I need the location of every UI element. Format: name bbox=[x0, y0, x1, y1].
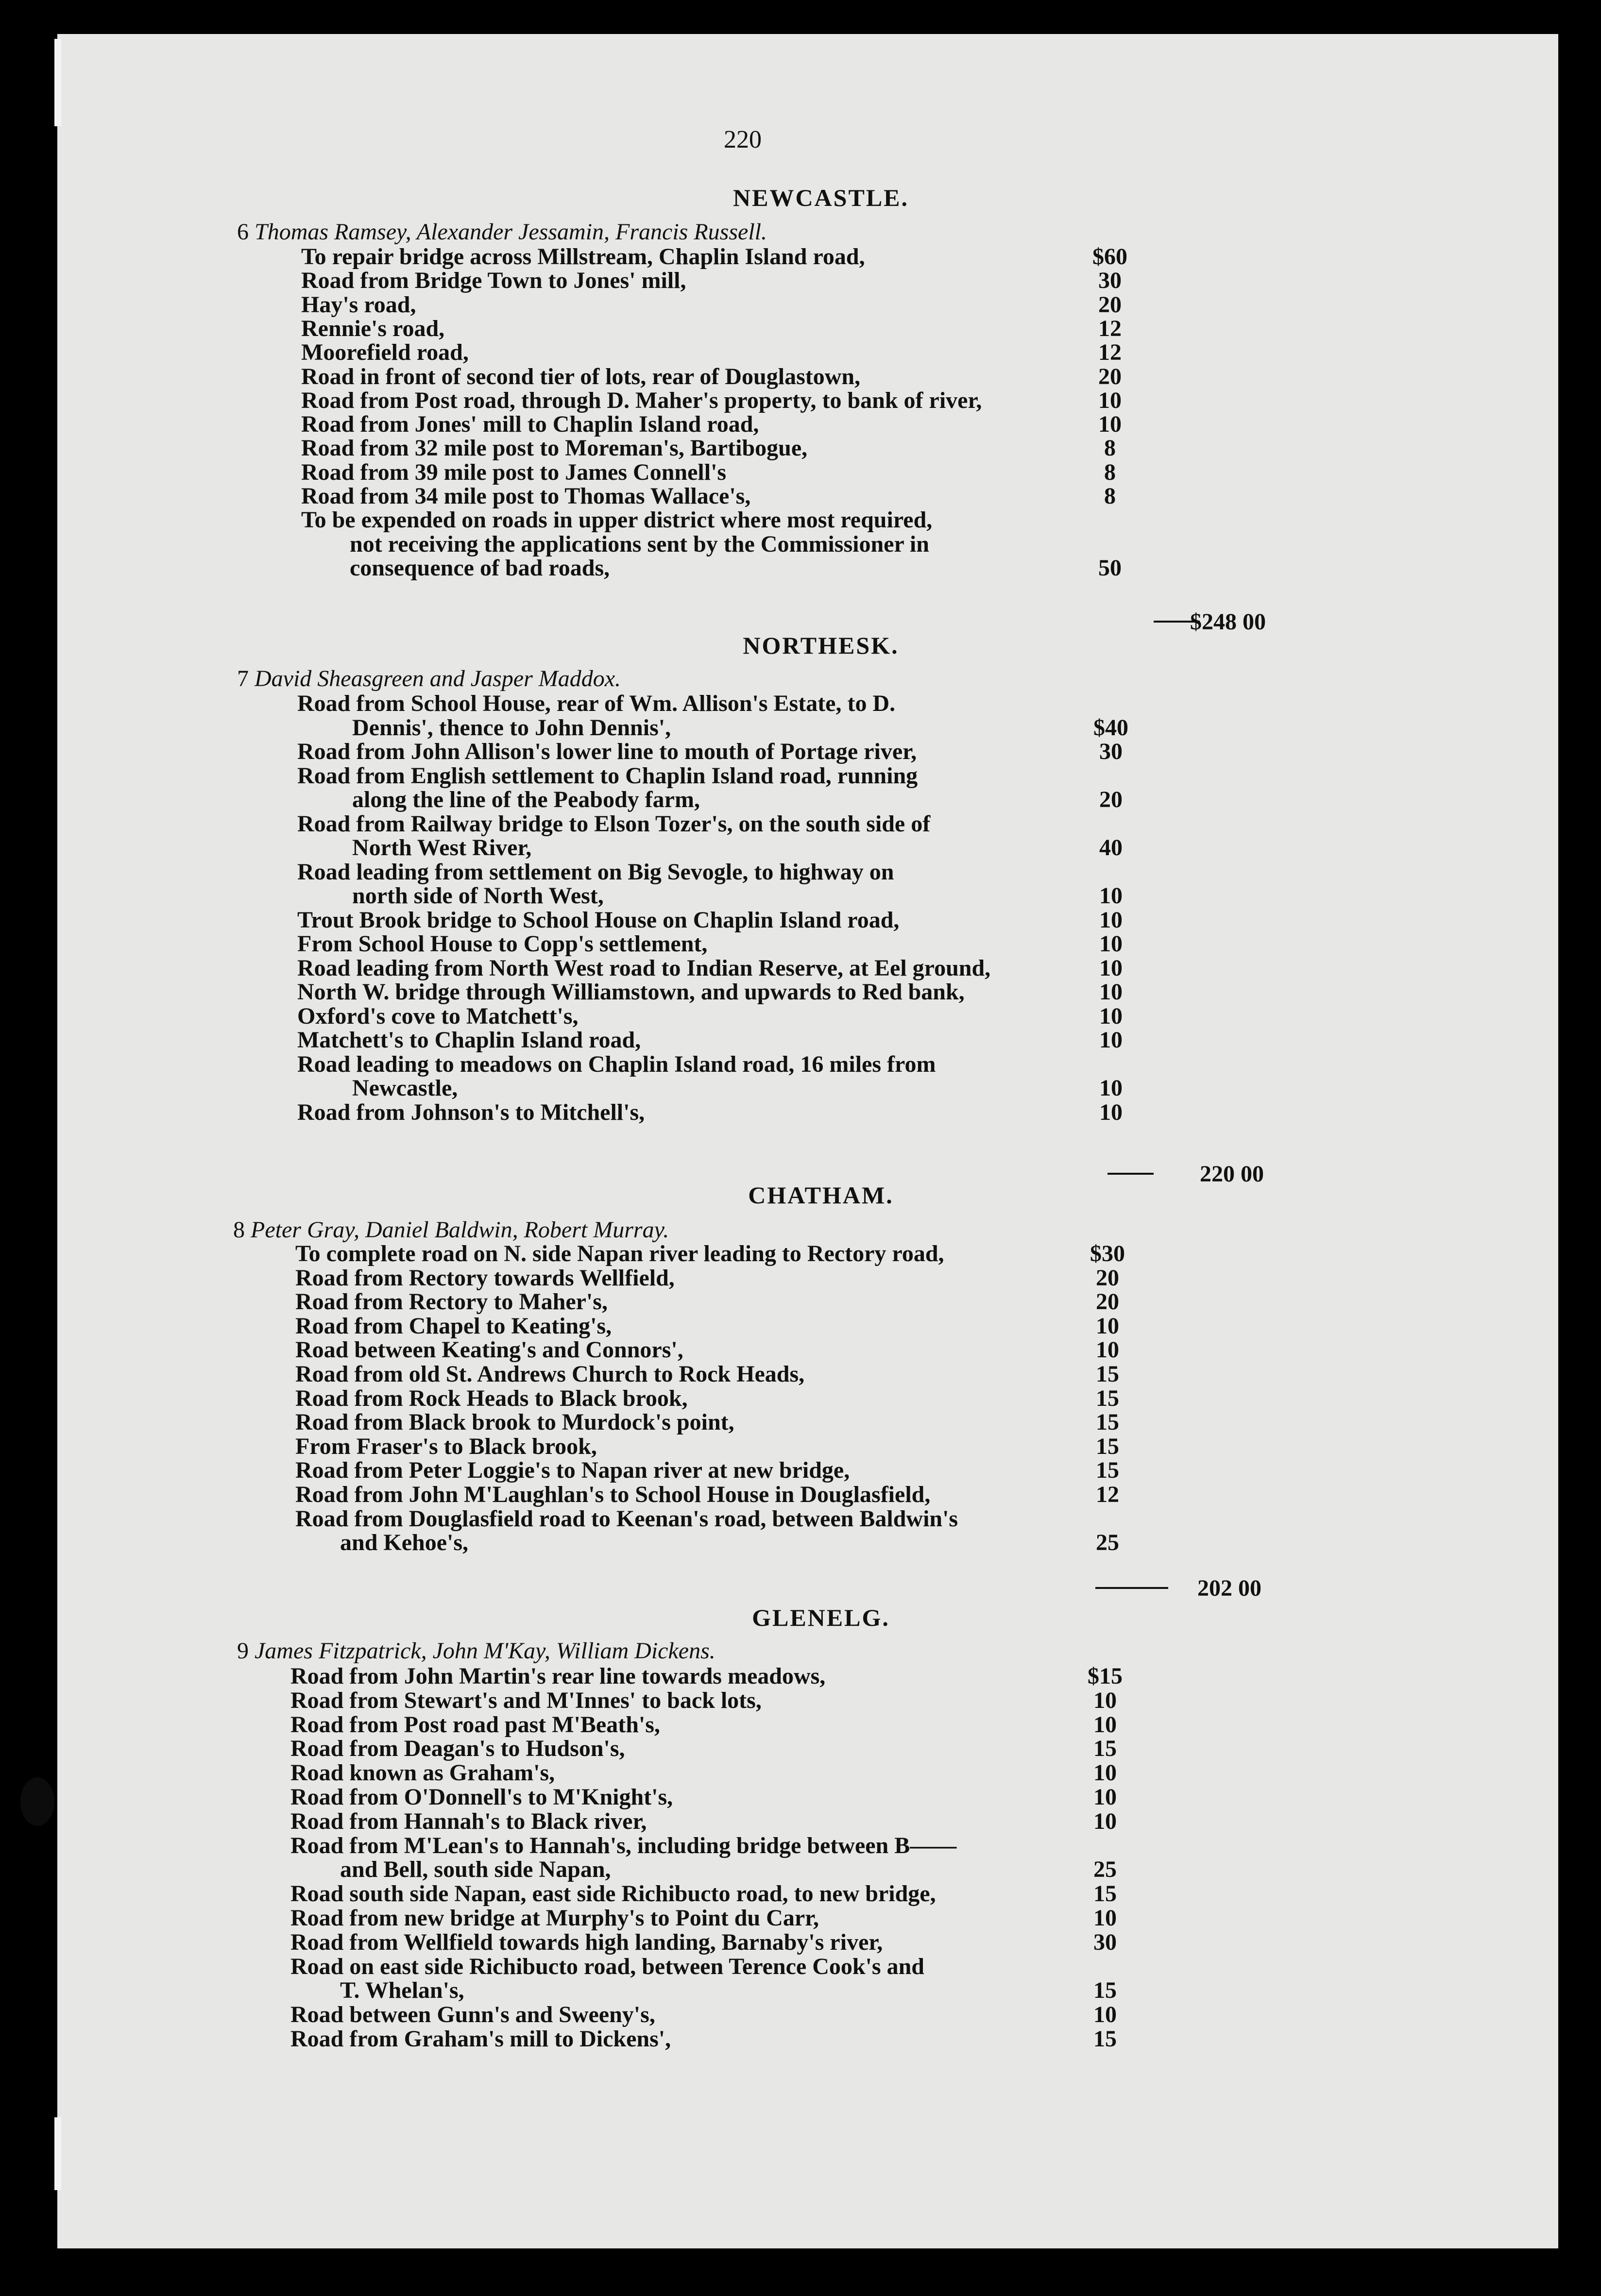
road-item-amount: 12 bbox=[1098, 315, 1122, 341]
road-item-amount: 20 bbox=[1099, 787, 1123, 812]
road-item-text: North West River, bbox=[352, 835, 532, 861]
road-item-amount: 10 bbox=[1099, 1027, 1123, 1053]
road-item-text: North W. bridge through Williamstown, and upwards to Red bank, bbox=[297, 979, 965, 1005]
road-item-amount: 10 bbox=[1098, 411, 1122, 438]
road-item-text: Road from Rectory to Maher's, bbox=[295, 1289, 608, 1315]
road-item-amount: 15 bbox=[1096, 1409, 1119, 1435]
commissioners-line bbox=[233, 1216, 669, 1243]
section-heading: GLENELG. bbox=[752, 1604, 890, 1631]
road-item-text: Road known as Graham's, bbox=[290, 1760, 555, 1786]
road-item-text: Road from 32 mile post to Moreman's, Bartibogue, bbox=[301, 435, 808, 461]
road-item-text: Road between Gunn's and Sweeny's, bbox=[290, 2002, 655, 2028]
road-item-amount: 15 bbox=[1096, 1361, 1119, 1387]
road-item-text: Road from Black brook to Murdock's point, bbox=[295, 1409, 734, 1435]
section-heading: NEWCASTLE. bbox=[732, 184, 909, 211]
road-item-text: Road from John Martin's rear line towards meadows, bbox=[290, 1663, 826, 1689]
road-item-text: Road from John M'Laughlan's to School House in Douglasfield, bbox=[295, 1482, 931, 1507]
road-item-text: Trout Brook bridge to School House on Chaplin Island road, bbox=[297, 907, 900, 933]
road-item-text: Road from Douglasfield road to Keenan's road, between Baldwin's bbox=[295, 1505, 958, 1532]
road-item-amount: 8 bbox=[1104, 435, 1116, 461]
road-item-text: Matchett's to Chaplin Island road, bbox=[297, 1027, 641, 1053]
road-item-amount: $30 bbox=[1090, 1241, 1125, 1266]
district-number: 6 bbox=[237, 219, 249, 245]
road-item-amount: 15 bbox=[1093, 1977, 1117, 2004]
road-item-amount: 10 bbox=[1099, 979, 1123, 1005]
commissioners-line bbox=[237, 219, 767, 245]
road-item-amount: 15 bbox=[1093, 1736, 1117, 1762]
road-item-amount: 10 bbox=[1099, 1003, 1123, 1029]
road-item-amount: 20 bbox=[1096, 1289, 1119, 1315]
road-item-amount: $40 bbox=[1093, 714, 1128, 741]
road-item-amount: 12 bbox=[1096, 1482, 1119, 1507]
road-item-text: Road from John Allison's lower line to mouth of Portage river, bbox=[297, 739, 917, 764]
road-item-text: Newcastle, bbox=[352, 1075, 458, 1101]
road-item-amount: 10 bbox=[1099, 1075, 1123, 1101]
road-item-amount: 25 bbox=[1093, 1857, 1117, 1883]
page-number: 220 bbox=[724, 126, 762, 153]
commissioners-line bbox=[237, 1638, 715, 1664]
section-heading: CHATHAM. bbox=[748, 1182, 894, 1209]
road-item-text: To be expended on roads in upper district where most required, bbox=[301, 507, 933, 533]
commissioner-names: James Fitzpatrick, John M'Kay, William Dickens. bbox=[255, 1638, 715, 1664]
road-item-text: Road from Post road, through D. Maher's property, to bank of river, bbox=[301, 387, 982, 413]
road-item-text: not receiving the applications sent by the Commissioner in bbox=[350, 531, 929, 557]
commissioner-names: Peter Gray, Daniel Baldwin, Robert Murray. bbox=[251, 1217, 669, 1243]
section-total: 220 00 bbox=[1200, 1161, 1264, 1187]
road-item-text: T. Whelan's, bbox=[340, 1977, 464, 2004]
road-item-text: Road leading from North West road to Indian Reserve, at Eel ground, bbox=[297, 955, 991, 981]
road-item-text: north side of North West, bbox=[352, 883, 604, 909]
road-item-text: To repair bridge across Millstream, Chaplin Island road, bbox=[301, 244, 865, 270]
road-item-text: Road from Post road past M'Beath's, bbox=[290, 1711, 660, 1738]
road-item-amount: 10 bbox=[1093, 1808, 1117, 1834]
section-total: 202 00 bbox=[1197, 1575, 1261, 1601]
road-item-amount: 12 bbox=[1098, 339, 1122, 366]
road-item-amount: 20 bbox=[1098, 363, 1122, 389]
road-item-amount: 15 bbox=[1093, 2026, 1117, 2052]
road-item-amount: 20 bbox=[1098, 291, 1122, 318]
commissioner-names: David Sheasgreen and Jasper Maddox. bbox=[255, 666, 621, 692]
total-rule bbox=[1107, 1173, 1154, 1175]
road-item-amount: 10 bbox=[1096, 1313, 1119, 1339]
road-item-amount: 10 bbox=[1093, 1905, 1117, 1931]
road-item-amount: 10 bbox=[1099, 955, 1123, 981]
road-item-text: Road from Johnson's to Mitchell's, bbox=[297, 1099, 645, 1125]
road-item-text: Road from 34 mile post to Thomas Wallace's, bbox=[301, 483, 751, 509]
road-item-text: Dennis', thence to John Dennis', bbox=[352, 714, 671, 741]
road-item-amount: 8 bbox=[1104, 459, 1116, 485]
road-item-text: Road from Railway bridge to Elson Tozer's, on the south side of bbox=[297, 810, 931, 837]
commissioners-line bbox=[237, 665, 621, 692]
road-item-amount: 20 bbox=[1096, 1265, 1119, 1291]
road-item-amount: 15 bbox=[1096, 1457, 1119, 1484]
road-item-amount: 15 bbox=[1096, 1433, 1119, 1459]
road-item-text: Hay's road, bbox=[301, 291, 416, 318]
road-item-text: and Bell, south side Napan, bbox=[340, 1857, 611, 1883]
road-item-text: Road from Peter Loggie's to Napan river at new bridge, bbox=[295, 1457, 850, 1484]
road-item-amount: $60 bbox=[1092, 244, 1127, 270]
road-item-amount: 40 bbox=[1099, 835, 1123, 861]
road-item-text: along the line of the Peabody farm, bbox=[352, 787, 700, 812]
road-item-text: Moorefield road, bbox=[301, 339, 469, 366]
road-item-text: Road from Deagan's to Hudson's, bbox=[290, 1736, 625, 1762]
district-number: 7 bbox=[237, 666, 249, 692]
section-heading: NORTHESK. bbox=[743, 632, 899, 659]
road-item-text: Road leading from settlement on Big Sevogle, to highway on bbox=[297, 859, 894, 885]
road-item-amount: 50 bbox=[1098, 555, 1122, 581]
road-item-amount: 25 bbox=[1096, 1530, 1119, 1556]
road-item-text: consequence of bad roads, bbox=[350, 555, 610, 581]
road-item-text: and Kehoe's, bbox=[340, 1530, 469, 1556]
district-number: 9 bbox=[237, 1638, 249, 1664]
road-item-text: Road from Jones' mill to Chaplin Island road, bbox=[301, 411, 759, 438]
road-item-text: Oxford's cove to Matchett's, bbox=[297, 1003, 579, 1029]
commissioner-names: Thomas Ramsey, Alexander Jessamin, Francis Russell. bbox=[255, 219, 767, 245]
road-item-text: Road from 39 mile post to James Connell's bbox=[301, 459, 727, 485]
road-item-amount: 10 bbox=[1099, 883, 1123, 909]
road-item-text: Road from Wellfield towards high landing, Barnaby's river, bbox=[290, 1929, 883, 1955]
road-item-text: Road from M'Lean's to Hannah's, including bridge between B—— bbox=[290, 1832, 957, 1858]
road-item-text: Road from Rectory towards Wellfield, bbox=[295, 1265, 675, 1291]
road-item-text: Road from O'Donnell's to M'Knight's, bbox=[290, 1784, 673, 1810]
road-item-text: To complete road on N. side Napan river leading to Rectory road, bbox=[295, 1241, 944, 1266]
road-item-text: Road from new bridge at Murphy's to Point du Carr, bbox=[290, 1905, 819, 1931]
road-item-text: Road from Bridge Town to Jones' mill, bbox=[301, 268, 686, 294]
road-item-text: Road south side Napan, east side Richibucto road, to new bridge, bbox=[290, 1881, 936, 1907]
road-item-text: From School House to Copp's settlement, bbox=[297, 931, 708, 957]
road-item-amount: 15 bbox=[1093, 1881, 1117, 1907]
road-item-text: Road between Keating's and Connors', bbox=[295, 1337, 683, 1363]
road-item-text: Road on east side Richibucto road, between Terence Cook's and bbox=[290, 1953, 924, 1979]
road-item-text: Road from Chapel to Keating's, bbox=[295, 1313, 612, 1339]
road-item-amount: 10 bbox=[1093, 1687, 1117, 1713]
road-item-text: From Fraser's to Black brook, bbox=[295, 1433, 597, 1459]
road-item-amount: 10 bbox=[1099, 931, 1123, 957]
road-item-amount: 10 bbox=[1093, 2002, 1117, 2028]
road-item-text: Road in front of second tier of lots, rear of Douglastown, bbox=[301, 363, 861, 389]
road-item-text: Road from School House, rear of Wm. Allison's Estate, to D. bbox=[297, 691, 896, 716]
district-number: 8 bbox=[233, 1217, 245, 1243]
road-item-amount: 30 bbox=[1098, 268, 1122, 294]
road-item-amount: 10 bbox=[1093, 1760, 1117, 1786]
road-item-amount: 10 bbox=[1099, 1099, 1123, 1125]
road-item-text: Road from old St. Andrews Church to Rock Heads, bbox=[295, 1361, 805, 1387]
road-item-amount: 10 bbox=[1098, 387, 1122, 413]
total-rule bbox=[1095, 1587, 1168, 1589]
road-item-text: Road from Rock Heads to Black brook, bbox=[295, 1385, 688, 1411]
road-item-amount: 30 bbox=[1093, 1929, 1117, 1955]
section-total: $248 00 bbox=[1190, 609, 1266, 635]
road-item-amount: $15 bbox=[1088, 1663, 1123, 1689]
road-item-amount: 8 bbox=[1104, 483, 1116, 509]
road-item-amount: 10 bbox=[1093, 1784, 1117, 1810]
road-item-text: Road from Stewart's and M'Innes' to back lots, bbox=[290, 1687, 762, 1713]
road-item-amount: 15 bbox=[1096, 1385, 1119, 1411]
road-item-amount: 10 bbox=[1099, 907, 1123, 933]
road-item-amount: 10 bbox=[1093, 1711, 1117, 1738]
road-item-text: Road from Hannah's to Black river, bbox=[290, 1808, 647, 1834]
road-item-text: Road from Graham's mill to Dickens', bbox=[290, 2026, 671, 2052]
road-item-text: Road from English settlement to Chaplin Island road, running bbox=[297, 762, 918, 789]
road-item-text: Rennie's road, bbox=[301, 315, 445, 341]
road-item-amount: 30 bbox=[1099, 739, 1123, 764]
road-item-amount: 10 bbox=[1096, 1337, 1119, 1363]
road-item-text: Road leading to meadows on Chaplin Island road, 16 miles from bbox=[297, 1051, 936, 1077]
